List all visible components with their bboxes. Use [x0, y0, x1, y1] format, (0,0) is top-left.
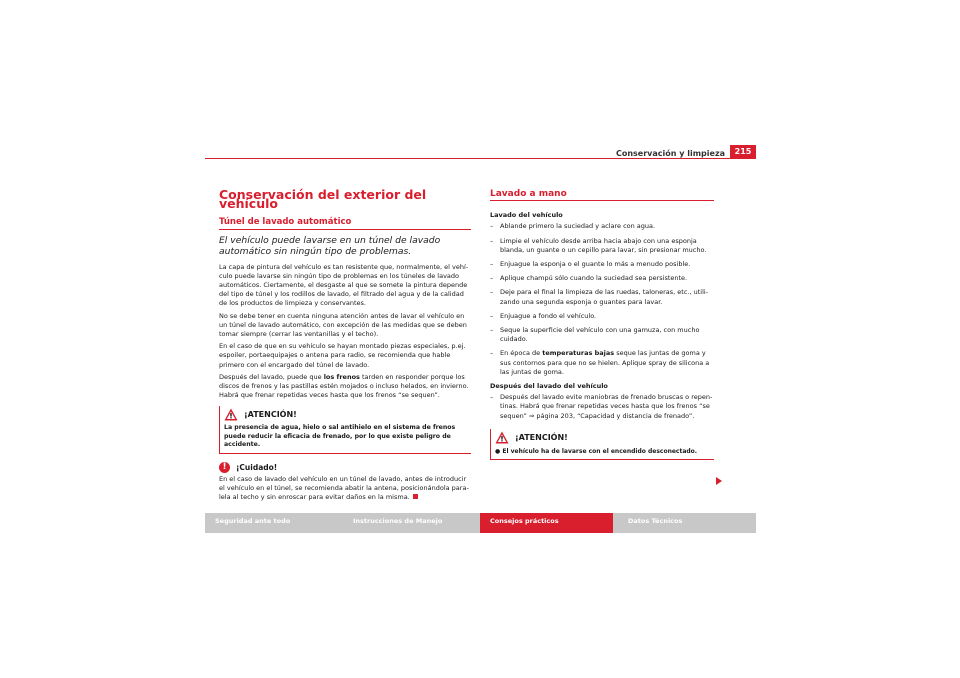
right-column — [490, 190, 714, 460]
warning-title: ¡ATENCIÓN! — [244, 410, 297, 420]
caution-text — [219, 475, 471, 503]
warning-triangle-icon — [495, 431, 509, 444]
step-text: Enjuague la esponja o el guante lo más a menudo posible. — [500, 260, 691, 269]
footer-tab-safety[interactable]: Seguridad ante todo — [215, 517, 291, 525]
list-item — [490, 326, 714, 344]
list-item — [490, 237, 714, 255]
warning-box — [219, 406, 471, 453]
warning-title-2: ¡ATENCIÓN! — [515, 432, 568, 442]
continue-arrow-icon — [716, 477, 722, 485]
section-heading-hand-wash: Lavado a mano — [490, 190, 714, 201]
running-header-title: Conservación y limpieza — [615, 149, 725, 158]
list-item — [490, 288, 714, 306]
footer-tab-operating-instructions[interactable]: Instrucciones de Manejo — [353, 517, 443, 525]
warning-header — [224, 408, 471, 421]
list-item — [490, 349, 714, 377]
list-item — [490, 393, 714, 421]
bullet-icon: ● — [495, 447, 501, 455]
caution-text-body: En el caso de lavado del vehículo en un túnel de lavado, antes de introducir el vehículo en el túnel, se recomienda abatir la antena, posicionándola para-lela al techo y sin enroscar para evitar daños en la misma. — [219, 474, 469, 502]
page-title: Conservación del exterior del vehículo — [219, 187, 427, 212]
paragraph-2: No se debe tener en cuenta ninguna atención antes de lavar el vehículo en un túnel de lavado automático, con excepción de las medidas que se deben tomar siempre (cerrar las ventanillas y el techo). — [219, 311, 467, 339]
dash-marker: – — [490, 349, 494, 358]
footer-tab-technical-data[interactable]: Datos Técnicos — [628, 517, 683, 525]
group-heading-after-wash: Después del lavado del vehículo — [490, 382, 608, 391]
caution-header — [219, 462, 471, 473]
paragraph-3: En el caso de que en su vehículo se hayan montado piezas especiales, p.ej. espoiler, portaequipajes o antena para radio, se recomienda que hable primero con el encargado del túnel de lavado. — [219, 342, 466, 369]
step-text: Limpie el vehículo desde arriba hacia abajo con una esponja blanda, un guante o un cepillo para lavar, sin presionar mucho. — [500, 236, 707, 254]
paragraph-4-bold: los frenos — [323, 372, 360, 381]
step-text: Seque la superficie del vehículo con una gamuza, con mucho cuidado. — [500, 326, 700, 344]
paragraph-4-start: Después del lavado, puede que — [219, 372, 324, 381]
warning-triangle-icon — [224, 408, 238, 421]
list-item — [490, 260, 714, 269]
step-text: Enjuague a fondo el vehículo. — [500, 311, 597, 320]
dash-marker: – — [490, 260, 494, 269]
group-heading-vehicle-wash: Lavado del vehículo — [490, 211, 563, 220]
step-8-end: seque las juntas de goma y sus contornos para que no se hielen. Aplique spray de silicona a las juntas de goma. — [500, 349, 710, 376]
left-column — [219, 187, 471, 505]
step-8-bold: temperaturas bajas — [542, 349, 615, 358]
dash-marker: – — [490, 288, 494, 297]
warning-box-2 — [490, 429, 714, 460]
list-item — [490, 274, 714, 283]
caution-title: ¡Cuidado! — [236, 462, 278, 472]
dash-marker: – — [490, 311, 494, 320]
list-item — [490, 312, 714, 321]
section-end-marker — [413, 494, 418, 499]
paragraph-1: La capa de pintura del vehículo es tan resistente que, normalmente, el vehí-culo puede lavarse sin ningún tipo de problemas en los túneles de lavado automáticos. Ciertamente, el desgaste al que se somete la pintura depende del tipo de túnel y los rodillos de lavado, el filtrado del agua y de la calidad de los productos de limpieza y conservantes. — [219, 262, 469, 308]
warning-text-2 — [495, 447, 714, 456]
step-text: Aplique champú sólo cuando la suciedad sea persistente. — [500, 274, 688, 283]
warning-header-2 — [495, 431, 714, 444]
intro-text: El vehículo puede lavarse en un túnel de lavado automático sin ningún tipo de problemas. — [219, 234, 441, 257]
dash-marker: – — [490, 222, 494, 231]
page-number: 215 — [730, 145, 756, 159]
step-text: Ablande primero la suciedad y aclare con agua. — [500, 222, 656, 231]
paragraph-4-end: tarden en responder porque los discos de frenos y las pastillas estén mojados o incluso helados, en invierno. Habrá que frenar repetidas veces hasta que los frenos “se sequen”. — [219, 372, 469, 400]
footer-tab-practical-tips[interactable]: Consejos prácticos — [480, 513, 613, 533]
step-text — [500, 349, 714, 377]
header-rule — [205, 158, 756, 159]
dash-marker: – — [490, 274, 494, 283]
dash-marker: – — [490, 326, 494, 335]
dash-marker: – — [490, 393, 494, 402]
exclamation-icon: ! — [219, 462, 230, 473]
list-item — [490, 222, 714, 231]
dash-marker: – — [490, 236, 494, 245]
step-text: Deje para el final la limpieza de las ruedas, taloneras, etc., utili-zando una segunda esponja o guantes para lavar. — [500, 288, 709, 306]
paragraph-4 — [219, 373, 471, 401]
section-heading-car-wash: Túnel de lavado automático — [219, 218, 471, 229]
step-text: Después del lavado evite maniobras de frenado bruscas o repen-tinas. Habrá que frenar repetidas veces hasta que los frenos “se sequen” ⇒ página 203, “Capacidad y distancia de frenado”. — [500, 393, 713, 420]
step-8-start: En época de — [500, 349, 543, 358]
warning-text-2-body: El vehículo ha de lavarse con el encendido desconectado. — [502, 447, 698, 455]
warning-text: La presencia de agua, hielo o sal antihielo en el sistema de frenos puede reducir la eficacia de frenado, por lo que existe peligro de accidente. — [224, 424, 456, 449]
